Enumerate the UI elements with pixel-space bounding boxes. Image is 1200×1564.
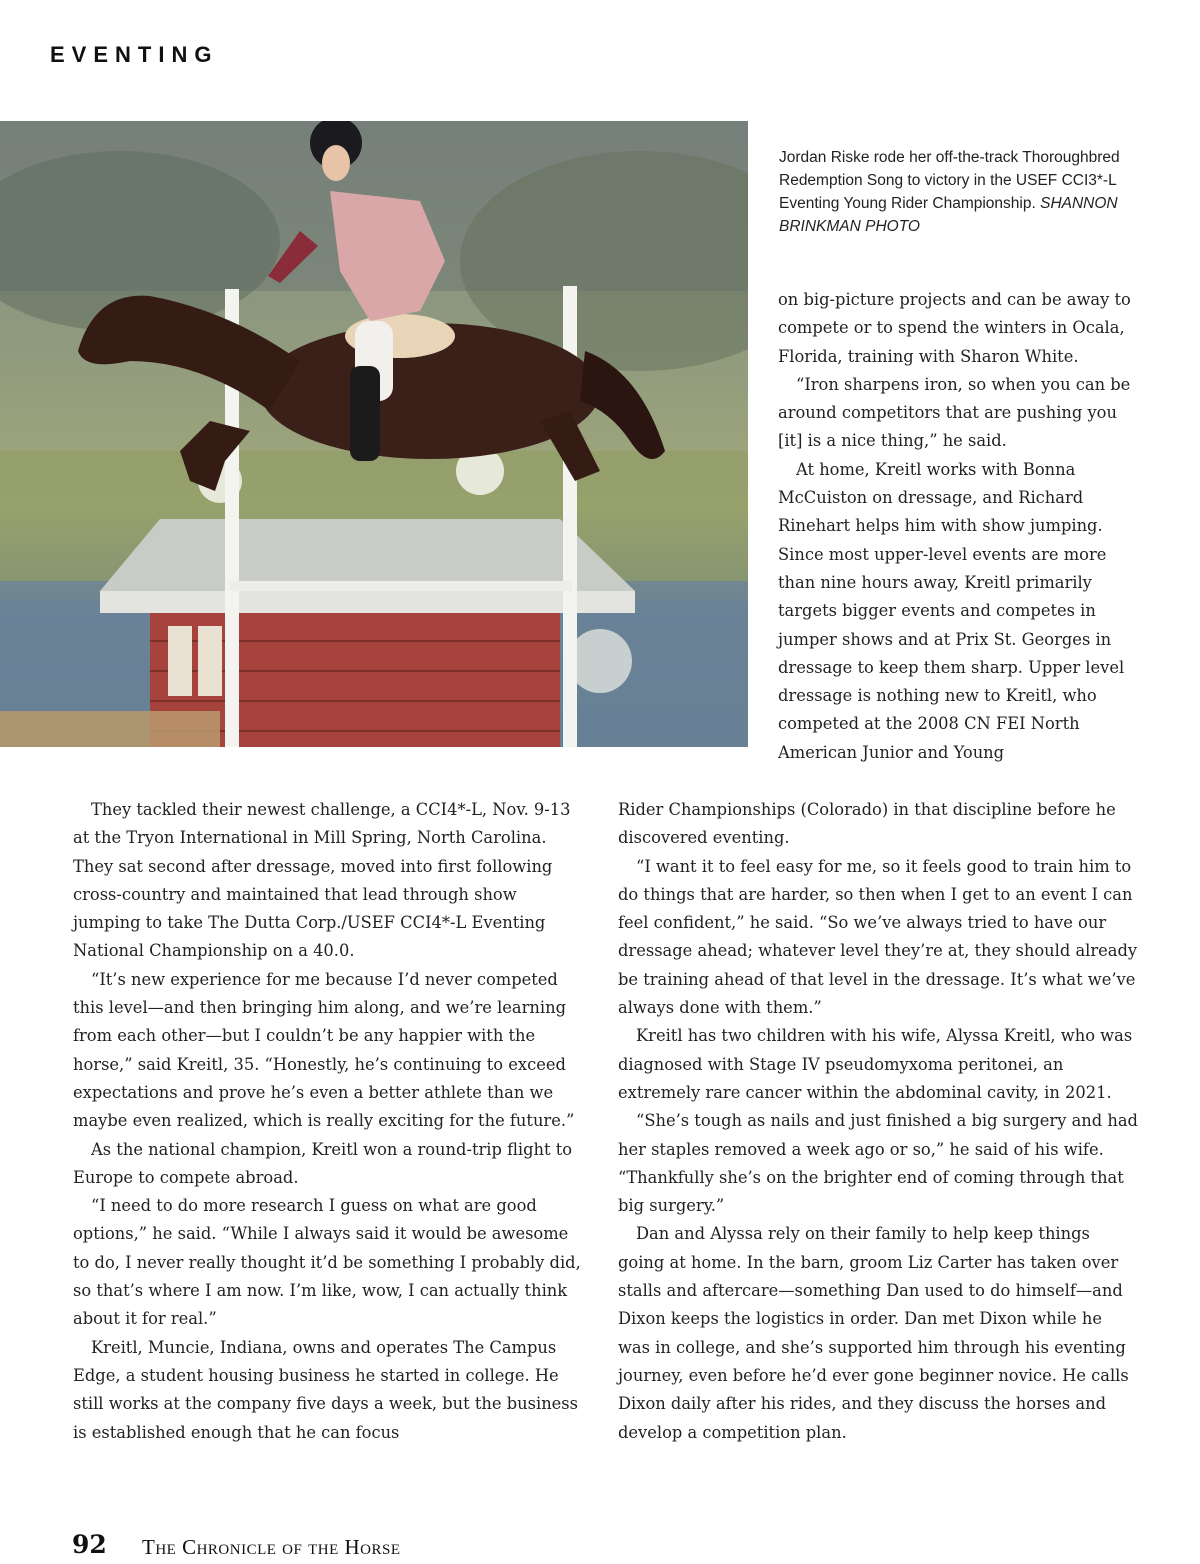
photo-illustration: [0, 121, 748, 747]
paragraph: At home, Kreitl works with Bonna McCuiston on dressage, and Richard Rinehart helps him with show jumping. Since most upper-level events are more than nine hours away, Kreitl primarily targets bigger events and competes in jumper shows and at Prix St. Georges in dressage to keep them sharp. Upper level dressage is nothing new to Kreitl, who competed at the 2008 CN FEI North American Junior and Young: [778, 459, 1125, 762]
paragraph: Kreitl, Muncie, Indiana, owns and operates The Campus Edge, a student housing business he started in college. He still works at the company five days a week, but the business is established enough that he can focus: [73, 1337, 579, 1442]
article-column-right-bottom: [618, 796, 1138, 1447]
section-label: EVENTING: [50, 42, 219, 67]
page-number: 92: [72, 1530, 107, 1559]
cross-country-photo: [0, 121, 748, 747]
paragraph: on big-picture projects and can be away to compete or to spend the winters in Ocala, Florida, training with Sharon White.: [778, 290, 1131, 366]
caption-text: Jordan Riske rode her off-the-track Thoroughbred Redemption Song to victory in the USEF CCI3*-L Eventing Young Rider Championship.: [779, 149, 1120, 212]
publication-masthead: The Chronicle of the Horse: [142, 1535, 401, 1559]
paragraph: Kreitl has two children with his wife, Alyssa Kreitl, who was diagnosed with Stage IV pseudomyxoma peritonei, an extremely rare cancer within the abdominal cavity, in 2021.: [618, 1026, 1133, 1102]
paragraph: “Iron sharpens iron, so when you can be around competitors that are pushing you [it] is a nice thing,” he said.: [778, 374, 1131, 451]
paragraph: Rider Championships (Colorado) in that discipline before he discovered eventing.: [618, 800, 1116, 848]
paragraph: “It’s new experience for me because I’d never competed this level—and then bringing him along, and we’re learning from each other—but I couldn’t be any happier with the horse,” said Kreitl, 35. “Honestly, he’s continuing to exceed expectations and prove he’s even a better athlete than we maybe even realized, which is really exciting for the future.”: [73, 969, 575, 1131]
photo-caption: [779, 146, 1149, 238]
paragraph: As the national champion, Kreitl won a round-trip flight to Europe to compete abroad.: [73, 1139, 573, 1187]
paragraph: “I want it to feel easy for me, so it feels good to train him to do things that are harder, so then when I get to an event I can feel confident,” he said. “So we’ve always tried to have our dressage ahead; whatever level they’re at, they should already be training ahead of that level in the dressage. It’s what we’ve always done with them.”: [618, 856, 1138, 1018]
article-column-right-top: [778, 286, 1140, 767]
paragraph: Dan and Alyssa rely on their family to help keep things going at home. In the barn, groom Liz Carter has taken over stalls and aftercare—something Dan used to do himself—and Dixon keeps the logistics in order. Dan met Dixon while he was in college, and she’s supported him through his eventing journey, even before he’d ever gone beginner novice. He calls Dixon daily after his rides, and they discuss the horses and develop a competition plan.: [618, 1224, 1129, 1442]
paragraph: “I need to do more research I guess on what are good options,” he said. “While I always said it would be awesome to do, I never really thought it’d be something I probably did, so that’s where I am now. I’m like, wow, I can actually think about it for real.”: [73, 1196, 581, 1329]
article-column-left: [73, 796, 585, 1447]
paragraph: “She’s tough as nails and just finished a big surgery and had her staples removed a week ago or so,” he said of his wife. “Thankfully she’s on the brighter end of coming through that big surgery.”: [618, 1111, 1138, 1216]
paragraph: They tackled their newest challenge, a CCI4*-L, Nov. 9-13 at the Tryon International in Mill Spring, North Carolina. They sat second after dressage, moved into first following cross-country and maintained that lead through show jumping to take The Dutta Corp./USEF CCI4*-L Eventing National Championship on a 40.0.: [73, 800, 571, 961]
photo-credit: SHANNON BRINKMAN PHOTO: [779, 195, 1118, 235]
